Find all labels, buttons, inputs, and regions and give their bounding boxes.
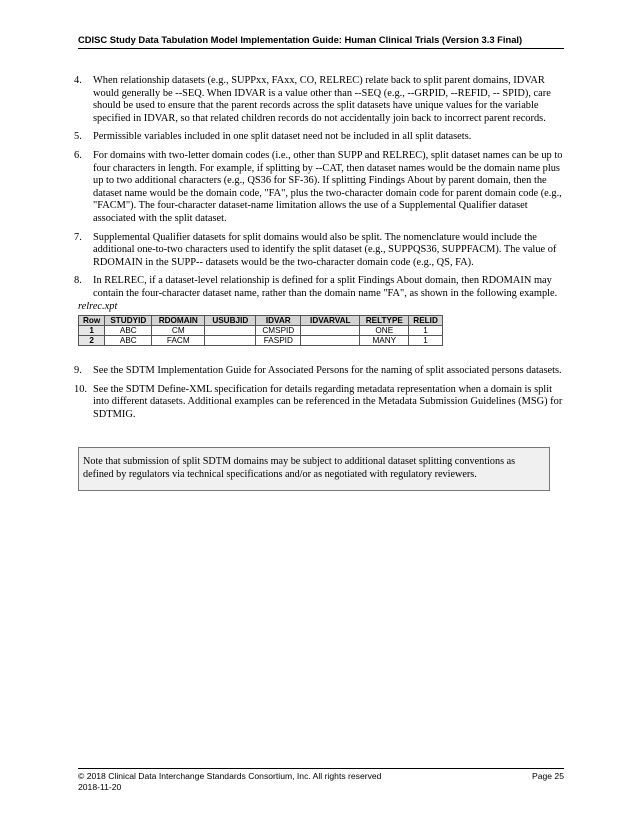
list-item-number: 9. xyxy=(74,365,82,376)
page-number: Page 25 xyxy=(531,771,564,781)
list-item-number: 6. xyxy=(74,149,82,161)
note-text: Note that submission of split SDTM domains may be subject to additional dataset splitting conventions as defined by regulators via technical specifications and/or as negotiated with regulatory reviewers. xyxy=(83,456,516,480)
column-header-row: Row xyxy=(79,316,105,326)
table-cell: ABC xyxy=(105,336,152,346)
table-cell: 1 xyxy=(409,326,443,336)
page-header: CDISC Study Data Tabulation Model Implementation Guide: Human Clinical Trials (Version 3.3 Final) xyxy=(78,34,564,49)
numbered-list-a xyxy=(74,75,564,307)
table-cell: ONE xyxy=(360,326,409,336)
table-cell xyxy=(301,326,360,336)
list-item-number: 7. xyxy=(74,231,82,243)
table-cell: MANY xyxy=(360,336,409,346)
list-item xyxy=(74,384,564,422)
table-cell: FACM xyxy=(152,336,205,346)
column-header-idvarval: IDVARVAL xyxy=(301,316,360,326)
table-cell: 2 xyxy=(79,336,105,346)
document-date: 2018-11-20 xyxy=(78,782,122,792)
page-footer xyxy=(78,768,564,793)
table-cell xyxy=(205,326,256,336)
column-header-relid: RELID xyxy=(409,316,443,326)
column-header-reltype: RELTYPE xyxy=(360,316,409,326)
list-item-number: 4. xyxy=(74,75,82,86)
list-item xyxy=(74,232,564,270)
list-item xyxy=(74,75,564,125)
table-cell: CM xyxy=(152,326,205,336)
table-cell: ABC xyxy=(105,326,152,336)
list-item-text: Supplemental Qualifier datasets for split domains would also be split. The nomenclature would include the additional one-to-two characters used to identify the split dataset (e.g., SUPPQS36, SUPPFACM). The value of RDOMAIN in the SUPP-- datasets would be the two-character domain code (e.g., QS, FA). xyxy=(93,231,557,268)
note-box xyxy=(78,447,550,491)
list-item-number: 8. xyxy=(74,275,82,287)
list-item-number: 5. xyxy=(74,131,82,143)
list-item xyxy=(74,365,564,378)
table-cell: 1 xyxy=(409,336,443,346)
column-header-usubjid: USUBJID xyxy=(205,316,256,326)
column-header-studyid: STUDYID xyxy=(105,316,152,326)
copyright-text: © 2018 Clinical Data Interchange Standards Consortium, Inc. All rights reserved xyxy=(78,771,382,781)
list-item-text: For domains with two-letter domain codes (i.e., other than SUPP and RELREC), split dataset names can be up to four characters in length. For example, if splitting by --CAT, then dataset names would be the domain name plus up to two additional characters (e.g., QS36 for SF-36). If splitting Findings About by parent domain, then the dataset name would be the domain code, "FA", plus the two-character domain code for parent domain code (e.g., "FACM"). The four-character dataset-name limitation allows the use of a Supplemental Qualifier dataset associated with the split dataset. xyxy=(93,149,563,224)
table-cell: FASPID xyxy=(256,336,301,346)
list-item-text: See the SDTM Define-XML specification for details regarding metadata representation when a domain is split into different datasets. Additional examples can be referenced in the Metadata Submission Guidelines (MSG) for SDTMIG. xyxy=(93,383,563,420)
list-item-text: Permissible variables included in one split dataset need not be included in all split datasets. xyxy=(93,131,472,143)
table-row xyxy=(79,326,443,336)
column-header-rdomain: RDOMAIN xyxy=(152,316,205,326)
numbered-list-b xyxy=(74,365,564,427)
table-caption: relrec.xpt xyxy=(78,301,118,312)
list-item xyxy=(74,150,564,226)
table-cell: 1 xyxy=(79,326,105,336)
table-cell xyxy=(301,336,360,346)
table-cell: CMSPID xyxy=(256,326,301,336)
list-item-text: When relationship datasets (e.g., SUPPxx, FAxx, CO, RELREC) relate back to split parent domains, IDVAR would generally be --SEQ. When IDVAR is a value other than --SEQ (e.g., --GRPID, --REFID, -- SPID), care should be used to ensure that the parent records across the split datasets have unique values for the variable specified in IDVAR, so that related children records do not accidentally join back to incorrect parent records. xyxy=(93,75,551,124)
table-row xyxy=(79,336,443,346)
list-item-number: 10. xyxy=(74,383,87,395)
relrec-table xyxy=(78,315,443,346)
table-header-row xyxy=(79,316,443,326)
relrec-table-section xyxy=(78,301,443,346)
column-header-idvar: IDVAR xyxy=(256,316,301,326)
list-item xyxy=(74,131,564,144)
list-item-text: In RELREC, if a dataset-level relationship is defined for a split Findings About domain, then RDOMAIN may contain the four-character dataset name, rather than the domain name "FA", as shown in the following example. xyxy=(93,275,558,299)
list-item-text: See the SDTM Implementation Guide for Associated Persons for the naming of split associated persons datasets. xyxy=(93,365,562,376)
list-item xyxy=(74,275,564,300)
table-cell xyxy=(205,336,256,346)
